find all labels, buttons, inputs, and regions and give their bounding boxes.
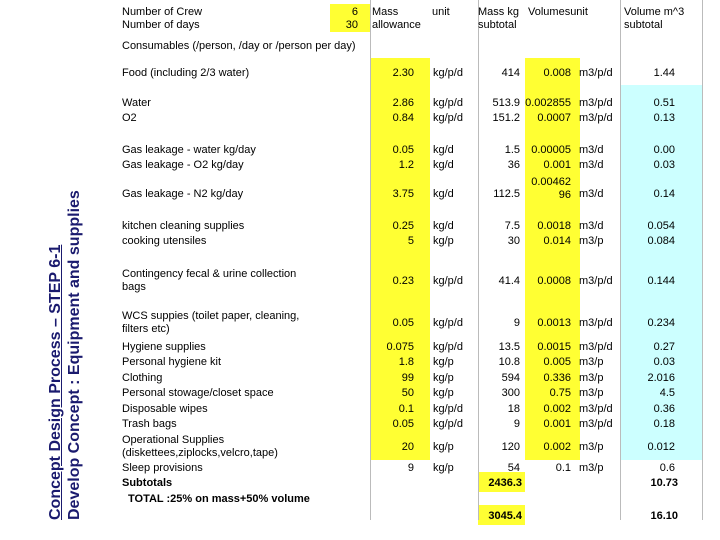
- volume-subtotal: 0.27: [653, 341, 675, 353]
- volume-unit: m3/p: [579, 440, 604, 453]
- item-name: kitchen cleaning supplies: [122, 220, 245, 232]
- volume-unit: m3/p: [579, 235, 604, 247]
- mass-allowance: 20: [401, 440, 414, 453]
- mass-unit: kg/p: [433, 235, 454, 247]
- mass-subtotal: 513.9: [492, 97, 520, 109]
- mass-allowance: 99: [401, 372, 414, 384]
- total-volume: 16.10: [650, 510, 678, 522]
- grid-line: [370, 0, 371, 520]
- subtotal-volume: 10.73: [650, 477, 678, 489]
- item-name: Gas leakage - water kg/day: [122, 144, 256, 156]
- volume-allowance: 0.00005: [531, 144, 571, 156]
- volume-allowance: 0.0018: [537, 220, 571, 232]
- volume-subtotal: 0.18: [653, 418, 675, 430]
- volume-subtotal: 0.6: [659, 462, 675, 474]
- volume-unit: m3/p/d: [579, 97, 613, 109]
- subtotals-label: Subtotals: [122, 477, 173, 489]
- volume-unit: m3/p: [579, 356, 604, 368]
- volume-unit-header: Volumesunit: [528, 6, 588, 18]
- mass-unit: kg/p/d: [433, 97, 463, 109]
- mass-unit: kg/p/d: [433, 274, 463, 287]
- mass-unit: kg/p: [433, 356, 454, 368]
- mass-subtotal: 30: [507, 235, 520, 247]
- mass-subtotal: 120: [501, 440, 520, 453]
- subtotal-mass: 2436.3: [488, 477, 522, 489]
- volume-unit: m3/p/d: [579, 403, 613, 415]
- mass-subtotal: 594: [501, 372, 520, 384]
- volume-subtotal: 0.144: [647, 274, 675, 287]
- mass-unit: kg/d: [433, 144, 454, 156]
- mass-subtotal: 9: [513, 316, 520, 329]
- volume-allowance: 0.0008: [537, 274, 571, 287]
- mass-subtotal: 300: [501, 387, 520, 399]
- mass-unit: kg/p/d: [433, 341, 463, 353]
- item-name: O2: [122, 112, 137, 124]
- volume-allowance: 0.014: [543, 235, 571, 247]
- volume-subtotal: 0.054: [647, 220, 675, 232]
- volume-subtotal-header: Volume m^3 subtotal: [624, 6, 685, 31]
- side-title-line2: Develop Concept : Equipment and supplies: [66, 190, 83, 520]
- mass-subtotal: 10.8: [498, 356, 520, 368]
- volume-allowance: 0.008: [543, 67, 571, 79]
- mass-unit: kg/p: [433, 462, 454, 474]
- mass-allowance: 0.075: [386, 341, 414, 353]
- volume-subtotal: 0.234: [647, 316, 675, 329]
- item-name: Sleep provisions: [122, 462, 203, 474]
- volume-subtotal: 2.016: [647, 372, 675, 384]
- mass-allowance: 9: [407, 462, 414, 474]
- mass-subtotal: 414: [501, 67, 520, 79]
- mass-allowance: 1.2: [398, 159, 414, 171]
- mass-allowance: 50: [401, 387, 414, 399]
- item-name: Gas leakage - N2 kg/day: [122, 188, 244, 200]
- item-name: cooking utensiles: [122, 235, 207, 247]
- volume-unit: m3/p/d: [579, 341, 613, 353]
- volume-allowance: 0.002: [543, 440, 571, 453]
- item-name: Personal hygiene kit: [122, 356, 222, 368]
- mass-subtotal: 13.5: [498, 341, 520, 353]
- mass-unit: kg/p/d: [433, 112, 463, 124]
- mass-subtotal: 7.5: [504, 220, 520, 232]
- volume-allowance: 0.0007: [537, 112, 571, 124]
- item-name: WCS suppies (toilet paper, cleaning, filters etc): [122, 310, 300, 335]
- mass-subtotal: 18: [507, 403, 520, 415]
- mass-subtotal-header: Mass kg subtotal: [478, 6, 519, 31]
- mass-subtotal: 36: [507, 159, 520, 171]
- unit-header: unit: [432, 6, 450, 18]
- item-name: Food (including 2/3 water): [122, 67, 250, 79]
- volume-unit: m3/p/d: [579, 316, 613, 329]
- mass-allowance: 0.25: [392, 220, 414, 232]
- volume-allowance: 0.002855: [525, 97, 571, 109]
- mass-subtotal: 112.5: [493, 188, 520, 200]
- item-name: Personal stowage/closet space: [122, 387, 274, 399]
- mass-allowance: 2.86: [392, 97, 414, 109]
- volume-allowance: 0.1: [555, 462, 571, 474]
- volume-unit: m3/p/d: [579, 112, 613, 124]
- volume-subtotal: 4.5: [659, 387, 675, 399]
- item-name: Contingency fecal & urine collection bags: [122, 268, 297, 293]
- volume-allowance: 0.75: [549, 387, 571, 399]
- mass-allowance: 0.84: [392, 112, 414, 124]
- mass-unit: kg/d: [433, 188, 454, 200]
- mass-subtotal: 41.4: [498, 274, 520, 287]
- mass-allowance: 0.05: [392, 316, 414, 329]
- volume-subtotal: 0.03: [653, 159, 675, 171]
- item-name: Gas leakage - O2 kg/day: [122, 159, 244, 171]
- mass-allowance: 2.30: [392, 67, 414, 79]
- volume-subtotal: 0.012: [647, 440, 675, 453]
- volume-unit: m3/p: [579, 462, 604, 474]
- volume-unit: m3/p/d: [579, 418, 613, 430]
- days-label: Number of days: [122, 19, 200, 31]
- volume-allowance: 0.0013: [537, 316, 571, 329]
- mass-unit: kg/p/d: [433, 67, 463, 79]
- item-name: Water: [122, 97, 151, 109]
- days-value: 30: [345, 19, 358, 31]
- total-label: TOTAL :25% on mass+50% volume: [128, 493, 310, 505]
- mass-allowance: 0.05: [392, 144, 414, 156]
- crew-label: Number of Crew: [122, 6, 203, 18]
- volume-allowance: 0.002: [543, 403, 571, 415]
- grid-line: [702, 0, 703, 520]
- mass-allowance: 3.75: [392, 188, 414, 200]
- mass-allowance: 0.23: [392, 274, 414, 287]
- consumables-header: Consumables (/person, /day or /person per day): [122, 40, 356, 52]
- mass-allowance-header: Mass allowance: [372, 6, 421, 31]
- mass-unit: kg/p/d: [433, 316, 463, 329]
- volume-unit: m3/d: [579, 220, 604, 232]
- item-name: Operational Supplies (diskettees,ziplocks,velcro,tape): [122, 434, 278, 459]
- volume-allowance: 0.336: [543, 372, 571, 384]
- item-name: Disposable wipes: [122, 403, 208, 415]
- mass-allowance: 1.8: [398, 356, 414, 368]
- mass-allowance: 5: [407, 235, 414, 247]
- volume-allowance: 0.001: [543, 159, 571, 171]
- volume-subtotal: 0.084: [647, 235, 675, 247]
- mass-unit: kg/d: [433, 159, 454, 171]
- volume-allowance: 0.0015: [537, 341, 571, 353]
- mass-subtotal: 9: [513, 418, 520, 430]
- mass-subtotal: 54: [507, 462, 520, 474]
- mass-unit: kg/p/d: [433, 418, 463, 430]
- mass-allowance: 0.1: [398, 403, 414, 415]
- item-name: Clothing: [122, 372, 163, 384]
- mass-unit: kg/p: [433, 440, 454, 453]
- volume-subtotal: 0.51: [653, 97, 675, 109]
- volume-unit: m3/p/d: [579, 67, 613, 79]
- crew-value: 6: [351, 6, 358, 18]
- volume-subtotal: 0.36: [653, 403, 675, 415]
- volume-unit: m3/d: [579, 159, 604, 171]
- mass-allowance: 0.05: [392, 418, 414, 430]
- mass-subtotal: 151.2: [492, 112, 520, 124]
- side-title-line1: Concept Design Process – STEP 6-1: [47, 244, 64, 520]
- total-mass: 3045.4: [488, 510, 522, 522]
- volume-allowance: 0.001: [543, 418, 571, 430]
- volume-subtotal: 0.00: [653, 144, 675, 156]
- mass-subtotal: 1.5: [504, 144, 520, 156]
- volume-allowance: 0.00462 96: [531, 176, 571, 201]
- volume-unit: m3/d: [579, 144, 604, 156]
- mass-unit: kg/p: [433, 387, 454, 399]
- volume-subtotal: 1.44: [653, 67, 675, 79]
- volume-subtotal: 0.13: [653, 112, 675, 124]
- volume-unit: m3/p: [579, 387, 604, 399]
- volume-subtotal: 0.14: [653, 188, 675, 200]
- mass-unit: kg/p/d: [433, 403, 463, 415]
- mass-unit: kg/d: [433, 220, 454, 232]
- volume-subtotal: 0.03: [653, 356, 675, 368]
- volume-unit: m3/p/d: [579, 274, 613, 287]
- side-title: [20, 0, 110, 540]
- volume-unit: m3/p: [579, 372, 604, 384]
- volume-allowance: 0.005: [543, 356, 571, 368]
- item-name: Trash bags: [122, 418, 177, 430]
- item-name: Hygiene supplies: [122, 341, 206, 353]
- mass-unit: kg/p: [433, 372, 454, 384]
- volume-unit: m3/d: [579, 188, 604, 200]
